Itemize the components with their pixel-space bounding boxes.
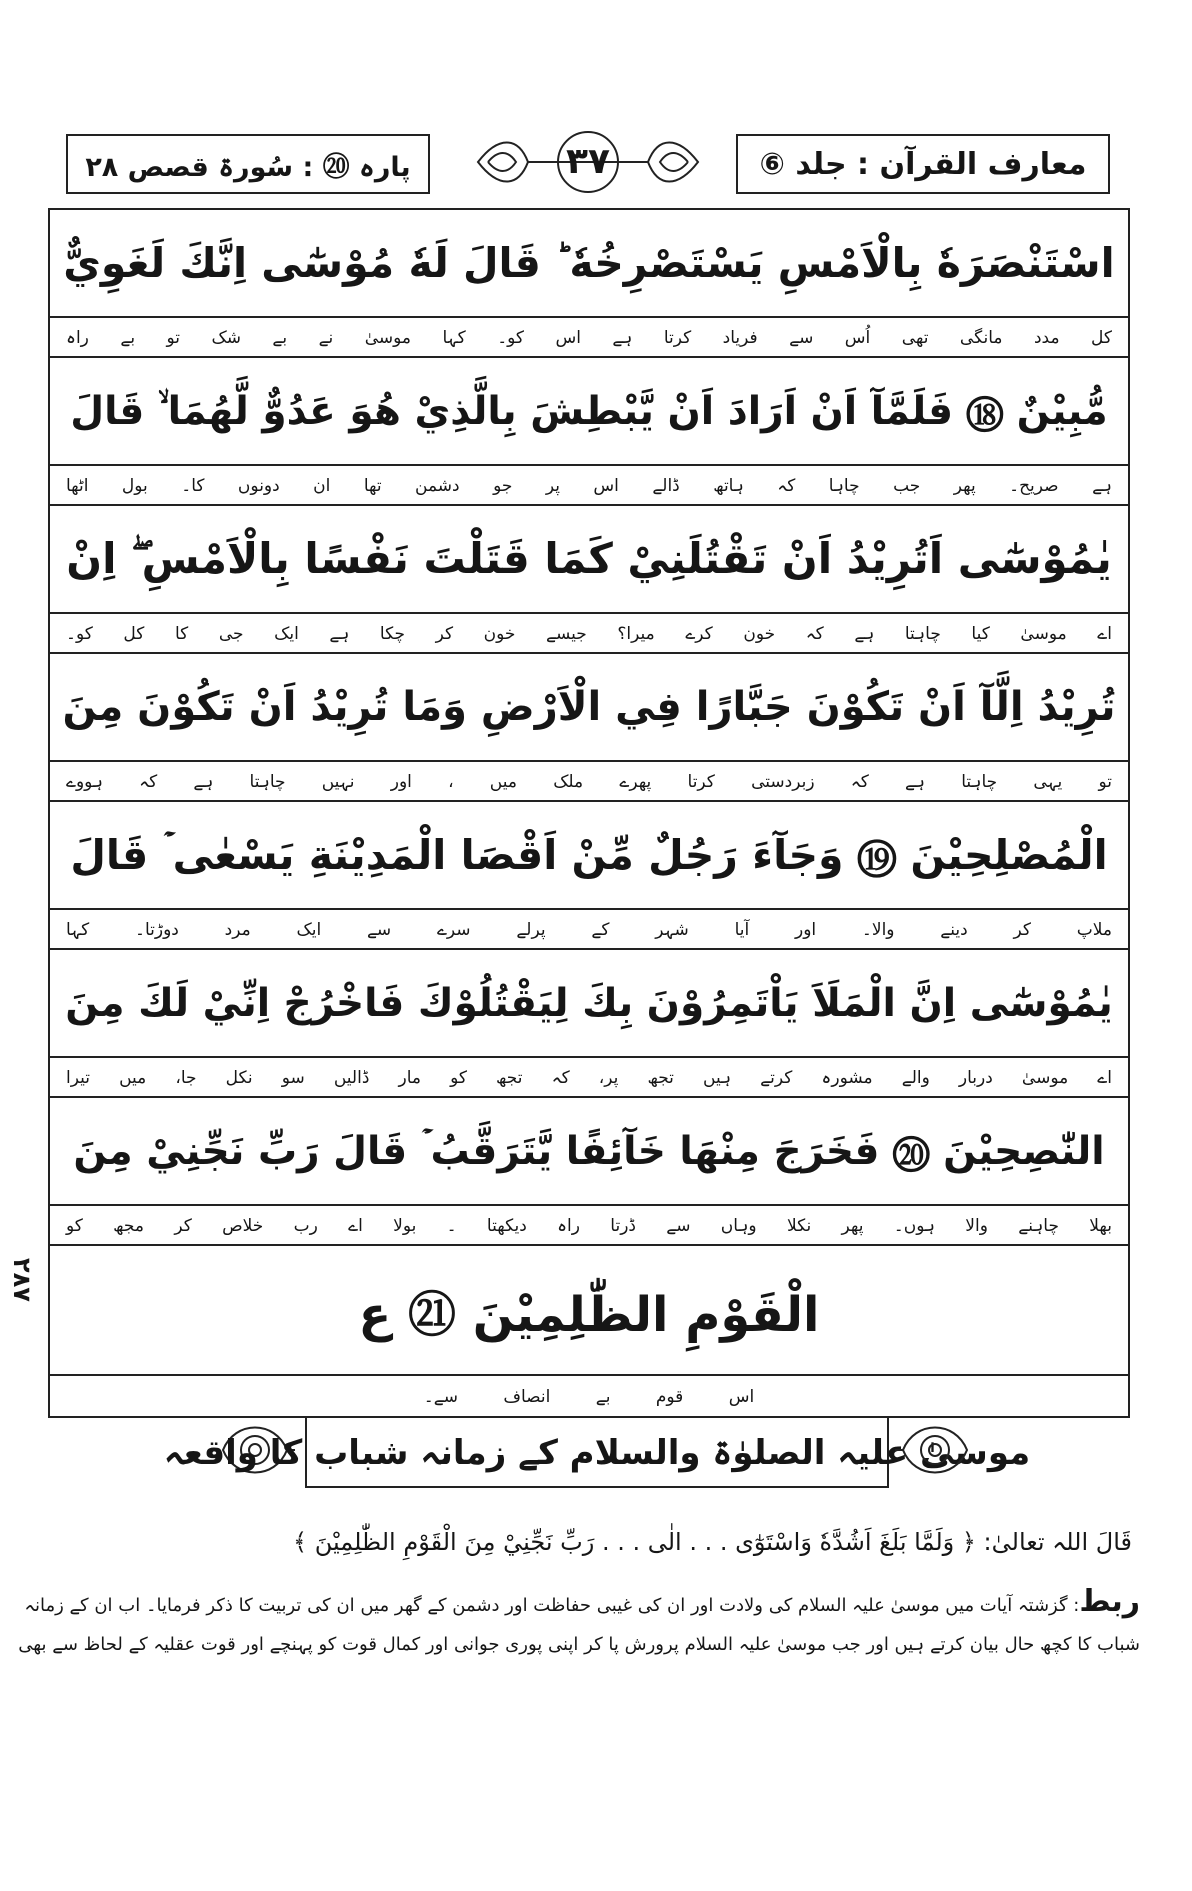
right-flourish-icon	[895, 1412, 975, 1488]
section-banner	[163, 1406, 1031, 1496]
commentary-text: : گزشتہ آیات میں موسیٰ علیہ السلام کی ولادت اور ان کی غیبی حفاظت اور دشمن کے گھر میں ان کی تربیت کا ذکر فرمایا۔ اب ان کے زمانہ	[24, 1595, 1080, 1616]
commentary-label: ربط	[1079, 1584, 1140, 1619]
book-title-box	[736, 134, 1110, 194]
verse-row	[50, 210, 1128, 318]
verse-reference: قَالَ اللہ تعالیٰ: ﴿ وَلَمَّا بَلَغَ اَشُدَّهٗ وَاسْتَوٰٓى . . . الٰى . . . رَبِّ نَجِّنِيْ مِنَ الْقَوْمِ الظّٰلِمِيْنَ ﴾	[293, 1528, 1132, 1556]
arabic-verse: يٰمُوْسٰٓى اَتُرِيْدُ اَنْ تَقْتُلَنِيْ كَمَا قَتَلْتَ نَفْسًا بِالْاَمْسِ ۖ اِنْ	[66, 534, 1112, 583]
translation-row	[50, 614, 1128, 654]
para-info: پارہ ⑳ : سُورۃ قصص ۲۸	[85, 151, 411, 183]
verse-table	[48, 208, 1130, 1418]
urdu-translation: اس قوم بے انصاف سے۔	[423, 1386, 755, 1407]
verse-row	[50, 1098, 1128, 1206]
verse-row	[50, 506, 1128, 614]
urdu-translation: اے موسیٰ کیا چاہتا ہے کہ خون کرے میرا؟ جیسے خون کر چکا ہے ایک جی کا کل کو۔	[66, 623, 1112, 644]
page-header	[48, 120, 1128, 204]
arabic-verse: النّٰصِحِيْنَ ⑳ فَخَرَجَ مِنْهَا خَآئِفًا يَّتَرَقَّبُ ۡ قَالَ رَبِّ نَجِّنِيْ مِنَ	[73, 1128, 1105, 1174]
commentary-line-2	[18, 1634, 1140, 1655]
margin-page-marker: ۲۸۷	[8, 1258, 36, 1302]
arabic-verse: اسْتَنْصَرَهٗ بِالْاَمْسِ يَسْتَصْرِخُهٗ ؕ قَالَ لَهٗ مُوْسٰٓى اِنَّكَ لَغَوِيٌّ	[63, 239, 1115, 287]
urdu-translation: کل مدد مانگی تھی اُس سے فریاد کرتا ہے اس کو۔ کہا موسیٰ نے بے شک تو بے راہ	[66, 327, 1112, 348]
arabic-verse: الْقَوْمِ الظّٰلِمِيْنَ ㉑ ع	[358, 1286, 820, 1343]
translation-row	[50, 1058, 1128, 1098]
translation-row	[50, 1206, 1128, 1246]
arabic-verse: الْمُصْلِحِيْنَ ⑲ وَجَآءَ رَجُلٌ مِّنْ اَقْصَا الْمَدِيْنَةِ يَسْعٰى ۡ قَالَ	[70, 830, 1108, 879]
arabic-verse: تُرِيْدُ اِلَّآ اَنْ تَكُوْنَ جَبَّارًا فِي الْاَرْضِ وَمَا تُرِيْدُ اَنْ تَكُوْنَ مِنَ	[62, 684, 1116, 730]
section-heading: موسیٰ علیہ الصلوٰۃ والسلام کے زمانہ شباب کا واقعہ	[305, 1416, 889, 1488]
commentary-line-1	[24, 1584, 1140, 1619]
para-info-box	[66, 134, 430, 194]
verse-row	[50, 1246, 1128, 1376]
translation-row	[50, 762, 1128, 802]
verse-row	[50, 802, 1128, 910]
translation-row	[50, 466, 1128, 506]
urdu-translation: ملاپ کر دینے والا۔ اور آیا شہر کے پرلے سرے سے ایک مرد دوڑتا۔ کہا	[66, 919, 1112, 940]
urdu-translation: ہے صریح۔ پھر جب چاہا کہ ہاتھ ڈالے اس پر جو دشمن تھا ان دونوں کا۔ بول اٹھا	[66, 475, 1112, 496]
verse-row	[50, 654, 1128, 762]
urdu-translation: اے موسیٰ دربار والے مشورہ کرتے ہیں تجھ پر، کہ تجھ کو مار ڈالیں سو نکل جا، میں تیرا	[66, 1067, 1112, 1088]
book-title: معارف القرآن : جلد ⑥	[759, 146, 1087, 182]
urdu-translation: بھلا چاہنے والا ہوں۔ پھر نکلا وہاں سے ڈرتا راہ دیکھتا ۔ بولا اے رب خلاص کر مجھ کو	[66, 1215, 1112, 1236]
translation-row	[50, 910, 1128, 950]
translation-row	[50, 318, 1128, 358]
page-number: ۳۷	[566, 141, 610, 182]
verse-row	[50, 358, 1128, 466]
verse-row	[50, 950, 1128, 1058]
urdu-translation: تو یہی چاہتا ہے کہ زبردستی کرتا پھرے ملک میں ، اور نہیں چاہتا ہے کہ ہووے	[66, 771, 1112, 792]
arabic-verse: مُّبِيْنٌ ⑱ فَلَمَّآ اَنْ اَرَادَ اَنْ يَّبْطِشَ بِالَّذِيْ هُوَ عَدُوٌّ لَّهُمَا ۙ قَالَ	[70, 388, 1108, 434]
arabic-verse: يٰمُوْسٰٓى اِنَّ الْمَلَاَ يَاْتَمِرُوْنَ بِكَ لِيَقْتُلُوْكَ فَاخْرُجْ اِنِّيْ لَكَ مِنَ	[65, 980, 1113, 1026]
commentary-text: شباب کا کچھ حال بیان کرتے ہیں اور جب موسیٰ علیہ السلام پرورش پا کر اپنی پوری جوانی اور کمال قوت کو پہنچے اور قوت عقلیہ کے لحاظ سے بھی	[18, 1634, 1140, 1655]
